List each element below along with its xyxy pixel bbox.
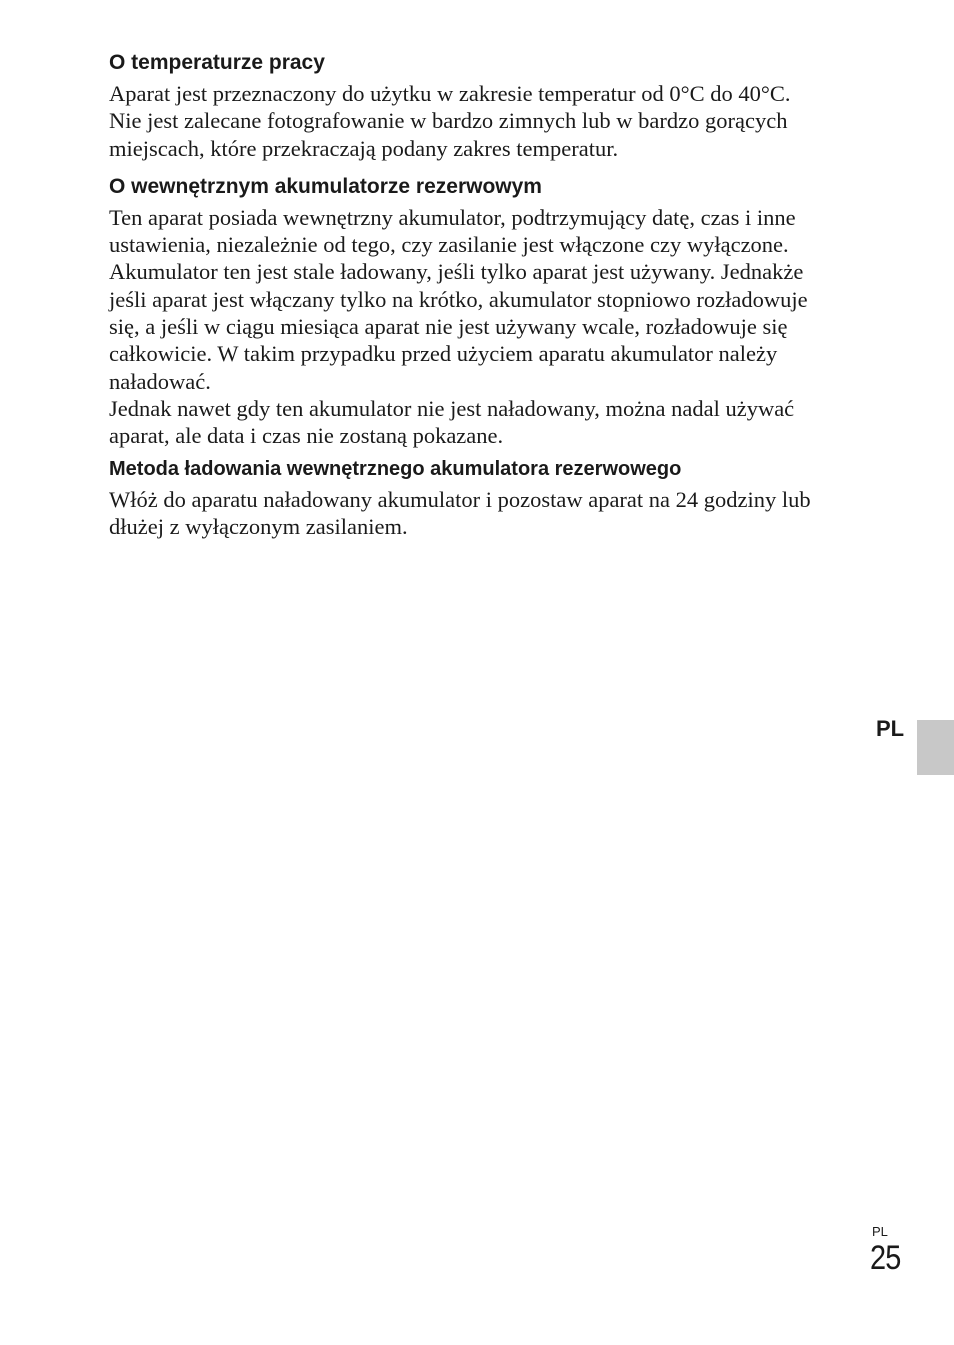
text-line: Akumulator ten jest stale ładowany, jeśli tylko aparat jest używany. Jednakże: [109, 259, 804, 285]
text-line: jeśli aparat jest włączany tylko na krótko, akumulator stopniowo rozładowuje: [109, 286, 808, 312]
text-line: Ten aparat posiada wewnętrzny akumulator, podtrzymujący datę, czas i inne: [109, 204, 796, 230]
text-line: Nie jest zalecane fotografowanie w bardzo zimnych lub w bardzo gorących: [109, 108, 788, 134]
text-line: Aparat jest przeznaczony do użytku w zakresie temperatur od 0°C do 40°C.: [109, 81, 791, 106]
text-line: się, a jeśli w ciągu miesiąca aparat nie jest używany wcale, rozładowuje się: [109, 314, 788, 340]
section-internal-backup-battery: [109, 174, 869, 450]
section-charging-method: [109, 456, 869, 541]
text-line: Jednak nawet gdy ten akumulator nie jest naładowany, można nadal używać: [109, 395, 795, 421]
text-line: naładować.: [109, 368, 211, 394]
section-operating-temperature: [109, 50, 869, 162]
text-line: dłużej z wyłączonym zasilaniem.: [109, 513, 408, 539]
language-tab-label: PL: [876, 716, 905, 741]
text-line: ustawienia, niezależnie od tego, czy zasilanie jest włączone czy wyłączone.: [109, 232, 789, 258]
page-number: 25: [870, 1239, 901, 1277]
footer-language-code: PL: [872, 1224, 888, 1239]
section-heading: O temperaturze pracy: [109, 51, 325, 74]
text-line: Włóż do aparatu naładowany akumulator i pozostaw aparat na 24 godziny lub: [109, 486, 811, 512]
section-body: [109, 80, 869, 162]
page-content: [109, 50, 869, 552]
text-line: całkowicie. W takim przypadku przed użyciem aparatu akumulator należy: [109, 341, 778, 367]
text-line: miejscach, które przekraczają podany zakres temperatur.: [109, 135, 619, 161]
section-heading: Metoda ładowania wewnętrznego akumulatora rezerwowego: [109, 457, 682, 480]
text-line: aparat, ale data i czas nie zostaną pokazane.: [109, 423, 504, 449]
section-body: [109, 204, 869, 450]
section-heading: O wewnętrznym akumulatorze rezerwowym: [109, 174, 542, 198]
section-body: [109, 486, 869, 541]
language-side-tab: [917, 720, 954, 775]
